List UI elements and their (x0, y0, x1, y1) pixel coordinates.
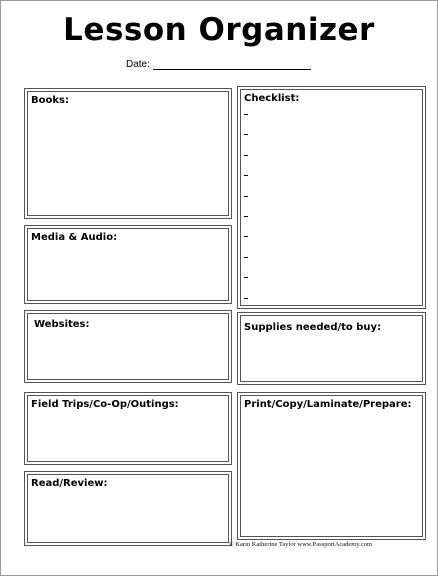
field-trips-label: Field Trips/Co-Op/Outings: (31, 399, 179, 410)
checklist-item[interactable] (244, 129, 248, 135)
checklist-item[interactable] (244, 170, 248, 176)
date-field[interactable] (153, 60, 311, 70)
supplies-label: Supplies needed/to buy: (244, 322, 382, 333)
copyright-credit: © Karin Katherine Taylor www.PassportAcademy.com (228, 541, 372, 548)
supplies-box[interactable] (237, 312, 426, 385)
field-trips-box[interactable] (24, 392, 232, 465)
media-audio-box[interactable] (24, 225, 232, 304)
media-audio-label: Media & Audio: (31, 232, 118, 243)
date-label: Date: (126, 59, 150, 70)
date-row (126, 59, 311, 70)
read-review-box[interactable] (24, 471, 232, 546)
checklist-item[interactable] (244, 191, 248, 197)
checklist-item[interactable] (244, 211, 248, 217)
websites-label: Websites: (34, 319, 90, 330)
print-copy-box[interactable] (237, 392, 426, 540)
checklist-item[interactable] (244, 272, 248, 278)
checklist-item[interactable] (244, 109, 248, 115)
checklist-item[interactable] (244, 252, 248, 258)
checklist-item[interactable] (244, 231, 248, 237)
checklist-item[interactable] (244, 150, 248, 156)
checklist-box[interactable] (237, 86, 426, 309)
page-title: Lesson Organizer (63, 12, 375, 48)
checklist-item[interactable] (244, 293, 248, 299)
read-review-label: Read/Review: (31, 478, 108, 489)
checklist-label: Checklist: (244, 93, 300, 104)
books-label: Books: (31, 95, 69, 106)
checklist-items (244, 109, 248, 313)
print-copy-label: Print/Copy/Laminate/Prepare: (244, 399, 412, 410)
books-box[interactable] (24, 88, 232, 219)
websites-box[interactable] (24, 310, 232, 383)
